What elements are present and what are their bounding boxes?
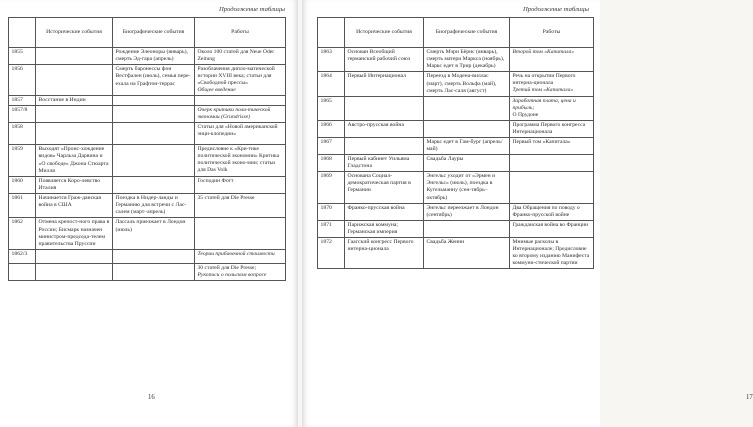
header-historical: Исторические события (345, 18, 424, 48)
table-row (318, 72, 594, 96)
header-works: Работы (195, 18, 286, 48)
historical-cell: Восстание в Индии (36, 96, 113, 106)
historical-cell: Первый кабинет Уильяма Гладстона (345, 154, 424, 171)
table-row (9, 176, 286, 193)
works-cell (195, 145, 286, 177)
works-text: Гражданская война во Франции (512, 221, 589, 228)
works-cell (510, 96, 594, 120)
year-cell: 1860 (9, 176, 36, 193)
table-row (9, 96, 286, 106)
biographical-cell (424, 120, 510, 137)
table-row (9, 65, 286, 96)
table-row (9, 194, 286, 218)
table-row (318, 220, 594, 237)
works-cell (195, 263, 286, 280)
year-cell: 1865 (318, 96, 345, 120)
historical-cell: Первый Интернационал (345, 72, 424, 96)
historical-cell: Австро-прусская война (345, 120, 424, 137)
biographical-cell: Энгельс переезжает в Лондон (сентябрь) (424, 203, 510, 220)
biographical-cell (113, 123, 195, 145)
works-cell (195, 249, 286, 263)
year-cell: 1868 (318, 154, 345, 171)
works-text: Речь на открытии Первого интерна-ционала (512, 73, 576, 87)
works-text: Около 100 статей для Neue Oder Zeitung (197, 49, 275, 62)
left-page (0, 0, 298, 427)
table-row (9, 218, 286, 250)
historical-cell (345, 96, 424, 120)
works-text: Господин Фогт (197, 177, 234, 184)
works-cell (510, 72, 594, 96)
table-header-row (9, 18, 286, 48)
biographical-cell (113, 176, 195, 193)
works-italic: Второй том «Капитала» (512, 49, 575, 55)
table-row (318, 238, 594, 269)
historical-cell: Появляется Коро-левство Италия (36, 176, 113, 193)
works-text: Первый том «Капитала» (512, 138, 571, 145)
biographical-cell (113, 249, 195, 263)
year-cell: 1857 (9, 96, 36, 106)
works-italic: Рукописи о польском вопросе (197, 271, 267, 278)
header-year (9, 18, 36, 48)
historical-cell: Начинается Граж-данская война в США (36, 194, 113, 218)
historical-cell (36, 249, 113, 263)
right-page (302, 0, 753, 427)
table-row (318, 154, 594, 171)
year-cell: 1859 (9, 145, 36, 177)
works-text: 30 статей для Die Presse; (197, 264, 257, 271)
biographical-cell: Поездка в Нидер-ланды и Германию для встречи с Лас-салем (март–апрель) (113, 194, 195, 218)
works-cell (195, 123, 286, 145)
works-italic: Теории прибавочной стоимости (197, 250, 275, 257)
biographical-cell: Лассаль приезжает в Лондон (июль) (113, 218, 195, 250)
table-row (9, 249, 286, 263)
biographical-cell: Смерть баронессы фон Вестфален (июль), семья пере-ехала на Графтон-террас (113, 65, 195, 96)
historical-cell: Парижская коммуна; Германская империя (345, 220, 424, 237)
works-italic: Третий том «Капитала» (512, 87, 574, 94)
works-cell (510, 238, 594, 269)
historical-cell (36, 65, 113, 96)
year-cell: 1867 (318, 137, 345, 154)
biographical-cell: Маркс едет в Гам-бург (апрель/май) (424, 137, 510, 154)
works-cell (510, 48, 594, 72)
table-row (318, 96, 594, 120)
header-historical: Исторические события (36, 18, 113, 48)
works-text: Разоблачения дипло-матической истории XVIII века; статьи для «Свободной прессы» (197, 66, 275, 87)
table-header-row (318, 18, 594, 48)
table-row (318, 48, 594, 72)
historical-cell: Основана Социал-демократическая партия в Германии (345, 172, 424, 204)
historical-cell (36, 106, 113, 123)
biographical-cell: Смерть Мэри Бёрнс (январь), смерть матери Маркса (ноябрь), Маркс едет в Трир (декабрь) (424, 48, 510, 72)
biographical-cell (113, 106, 195, 123)
table-row (318, 137, 594, 154)
running-head: Продолжение таблицы (523, 6, 589, 13)
year-cell: 1857/8 (9, 106, 36, 123)
chronology-table (8, 17, 286, 281)
year-cell: 1862 (9, 218, 36, 250)
historical-cell: Франко-прусская война (345, 203, 424, 220)
works-text: Статьи для «Новой американской энци-клопедии» (197, 124, 278, 138)
table-row (318, 172, 594, 204)
historical-cell: Отмена крепост-ного права в России; Бисмарк назначен министром-председа-телем правительства Пруссии (36, 218, 113, 250)
year-cell: 1869 (318, 172, 345, 204)
table-row (9, 263, 286, 280)
works-cell (195, 48, 286, 65)
biographical-cell: Свадьба Лауры (424, 154, 510, 171)
historical-cell: Выходят «Проис-хождение видов» Чарльза Дарвина и «О свободе» Джона Стюарта Милля (36, 145, 113, 177)
works-text: 35 статей для Die Presse (197, 195, 255, 202)
year-cell: 1872 (318, 238, 345, 269)
works-cell (510, 120, 594, 137)
chronology-table (317, 17, 594, 269)
biographical-cell: Переезд в Модена-виллас (март), смерть Вольфа (май), смерть Лас-саля (август) (424, 72, 510, 96)
table-row (318, 203, 594, 220)
works-italic: Заработная плата, цена и прибыль; (512, 97, 576, 111)
year-cell: 1870 (318, 203, 345, 220)
works-italic: Общее введение (197, 87, 236, 94)
works-cell (195, 96, 286, 106)
works-text: Предисловие к «Кри-тике политической экономии» Критика политической эконо-мии; статьи для Das Volk (197, 146, 280, 174)
biographical-cell: Энгельс уходит от «Эрмен и Энгельс» (июль), поездка в Кугельманну (сен-тябрь–октябрь) (424, 172, 510, 204)
biographical-cell (113, 96, 195, 106)
historical-cell: Основан Всеобщий германский рабочий союз (345, 48, 424, 72)
page-number: 17 (746, 394, 753, 401)
works-cell (510, 137, 594, 154)
year-cell: 1861 (9, 194, 36, 218)
works-cell (510, 220, 594, 237)
running-head: Продолжение таблицы (219, 6, 285, 13)
historical-cell (36, 263, 113, 280)
page-number: 16 (148, 394, 155, 401)
historical-cell (36, 123, 113, 145)
table-row (9, 48, 286, 65)
works-cell (195, 176, 286, 193)
works-text: Программа Первого конгресса Интернационала (512, 121, 586, 135)
table-row (9, 145, 286, 177)
table-row (9, 106, 286, 123)
year-cell: 1864 (318, 72, 345, 96)
biographical-cell (113, 145, 195, 177)
year-cell: 1863 (318, 48, 345, 72)
table-row (9, 123, 286, 145)
year-cell (9, 263, 36, 280)
biographical-cell (113, 263, 195, 280)
biographical-cell (424, 220, 510, 237)
year-cell: 1856 (9, 65, 36, 96)
historical-cell (345, 137, 424, 154)
works-text: Мнимые расколы в Интернационале; Предисловие ко второму изданию Манифеста коммуни-стической партии (512, 239, 590, 267)
header-biographical: Биографические события (113, 18, 195, 48)
biographical-cell: Рождение Элеоноры (январь), смерть Эд-гара (апрель) (113, 48, 195, 65)
year-cell: 1858 (9, 123, 36, 145)
works-cell (195, 65, 286, 96)
works-cell (195, 106, 286, 123)
table-row (318, 120, 594, 137)
historical-cell: Гаагский конгресс Первого интерна-ционала (345, 238, 424, 269)
works-cell (510, 154, 594, 171)
year-cell: 1862/3 (9, 249, 36, 263)
biographical-cell (424, 96, 510, 120)
biographical-cell: Свадьба Женни (424, 238, 510, 269)
works-cell (510, 172, 594, 204)
year-cell: 1871 (318, 220, 345, 237)
works-text: Два Обращения по поводу о Франко-прусской войне (512, 204, 580, 218)
works-cell (195, 194, 286, 218)
historical-cell (36, 48, 113, 65)
works-text: О Прудоне (512, 111, 539, 118)
works-italic: Очерк критики поли-тической экономии (Grundrisse) (197, 107, 271, 121)
year-cell: 1866 (318, 120, 345, 137)
header-year (318, 18, 345, 48)
year-cell: 1855 (9, 48, 36, 65)
works-cell (195, 218, 286, 250)
header-biographical: Биографические события (424, 18, 510, 48)
header-works: Работы (510, 18, 594, 48)
works-cell (510, 203, 594, 220)
